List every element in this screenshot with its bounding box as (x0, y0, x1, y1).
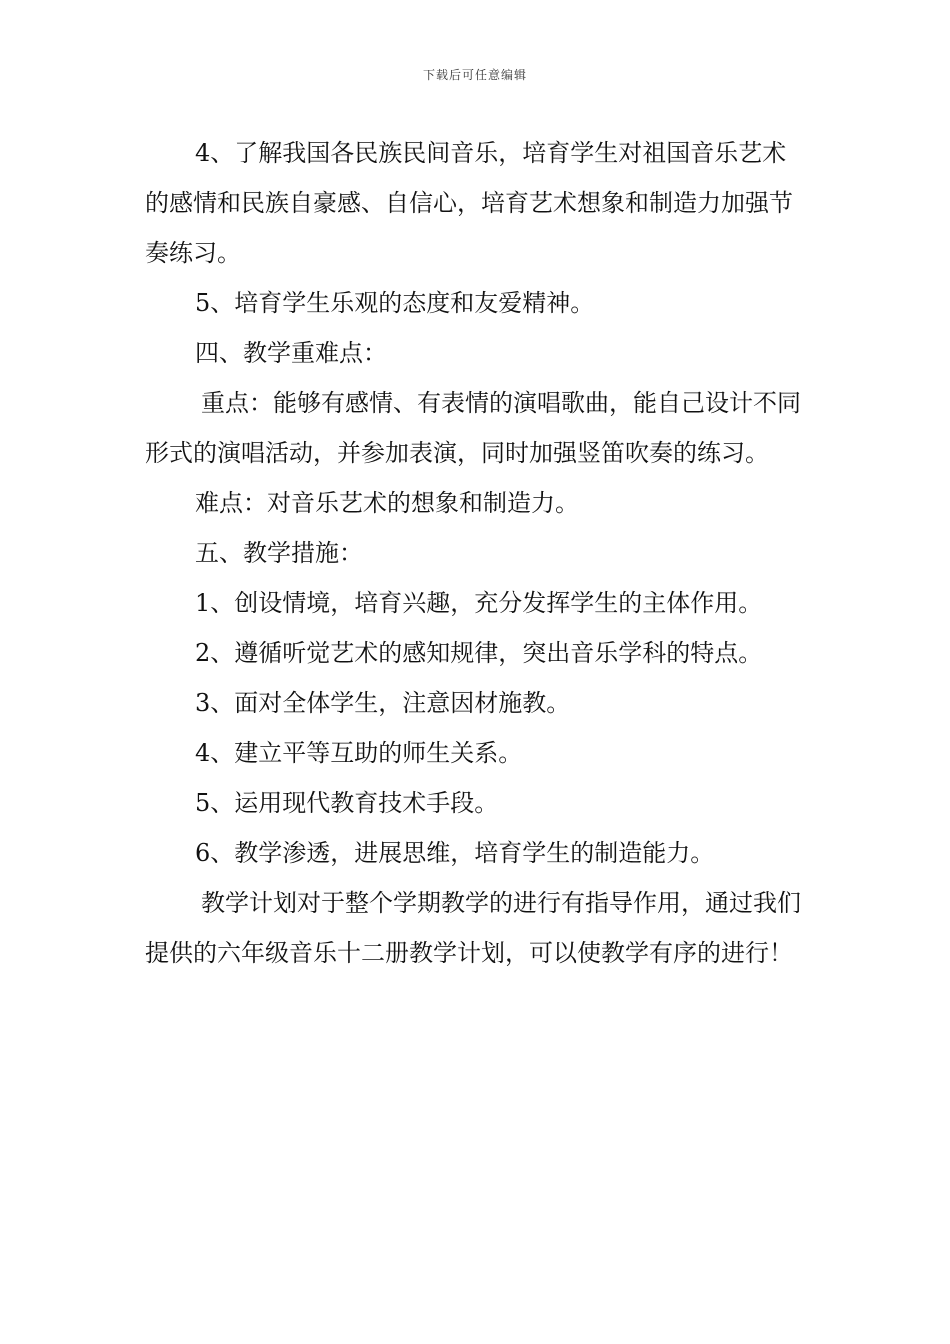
measure-item-3: 3、面对全体学生，注意因材施教。 (195, 689, 571, 717)
section-heading-measures: 五、教学措施： (195, 539, 363, 567)
document-body (145, 128, 810, 978)
section-heading-key-difficulties: 四、教学重难点： (195, 339, 387, 367)
measure-item-6: 6、教学渗透，进展思维，培育学生的制造能力。 (195, 839, 715, 867)
paragraph-goal-5: 5、培育学生乐观的态度和友爱精神。 (195, 289, 595, 317)
paragraph-goal-4: 4、了解我国各民族民间音乐，培育学生对祖国音乐艺术的感情和民族自豪感、自信心，培育艺术想象和制造力加强节奏练习。 (145, 139, 793, 267)
paragraph-difficulties: 难点：对音乐艺术的想象和制造力。 (195, 489, 579, 517)
measure-item-5: 5、运用现代教育技术手段。 (195, 789, 499, 817)
paragraph-key-points: 重点：能够有感情、有表情的演唱歌曲，能自己设计不同形式的演唱活动，并参加表演，同时加强竖笛吹奏的练习。 (145, 389, 801, 467)
measure-item-2: 2、遵循听觉艺术的感知规律，突出音乐学科的特点。 (195, 639, 763, 667)
page-header: 下载后可任意编辑 (422, 68, 527, 82)
paragraph-conclusion: 教学计划对于整个学期教学的进行有指导作用，通过我们提供的六年级音乐十二册教学计划，可以使教学有序的进行！ (145, 889, 801, 967)
measure-item-4: 4、建立平等互助的师生关系。 (195, 739, 523, 767)
measure-item-1: 1、创设情境，培育兴趣，充分发挥学生的主体作用。 (195, 589, 763, 617)
